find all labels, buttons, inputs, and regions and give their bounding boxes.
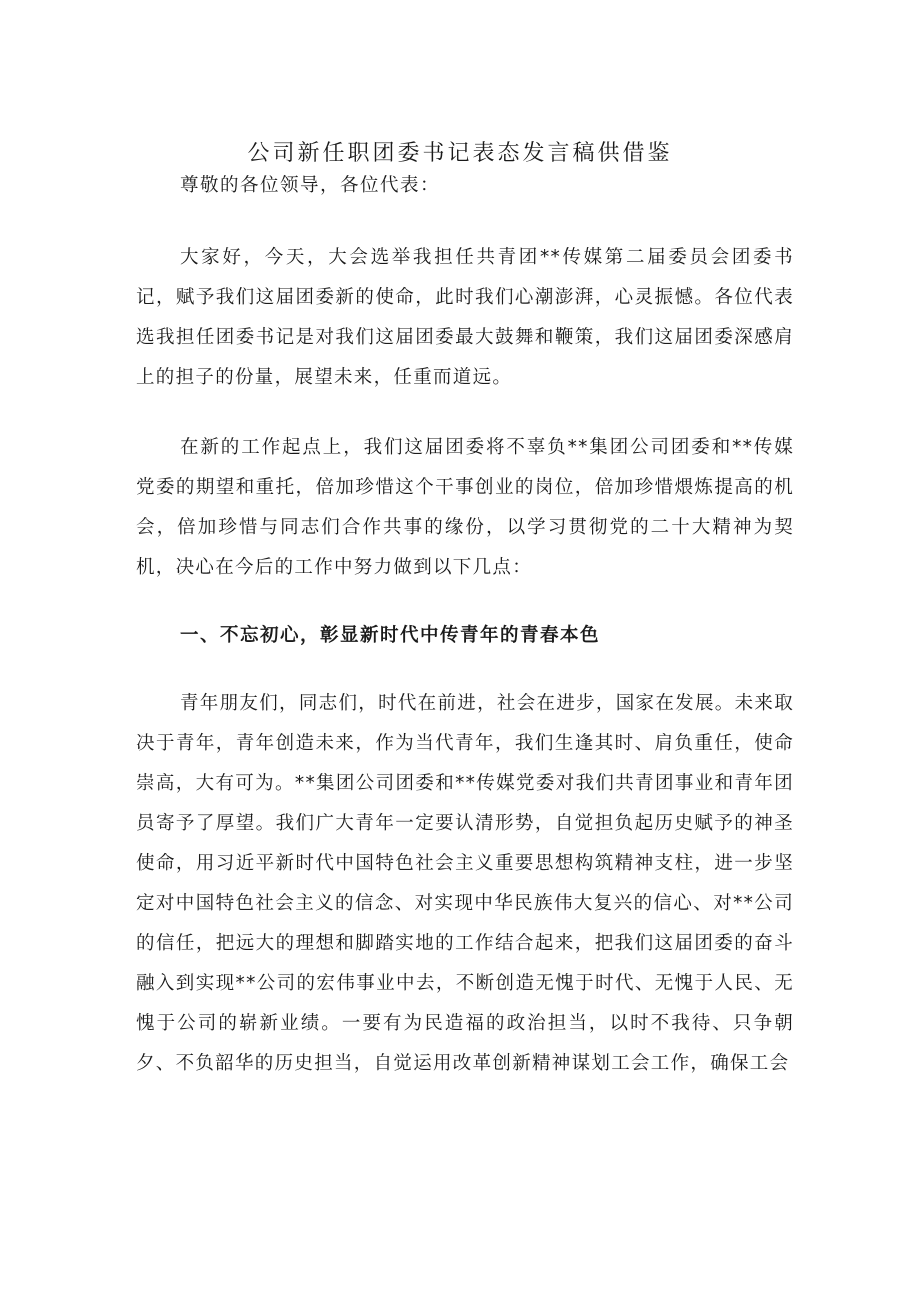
salutation: 尊敬的各位领导，各位代表： [180, 175, 441, 196]
document-title: 公司新任职团委书记表态发言稿供借鉴 [247, 141, 673, 166]
paragraph-commitment: 在新的工作起点上，我们这届团委将不辜负**集团公司团委和**传媒党委的期望和重托，倍加珍惜这个干事创业的岗位，倍加珍惜煨炼提高的机会，倍加珍惜与同志们合作共事的缘份，以学习贯彻党的二十大精神为契机，决心在今后的工作中努力做到以下几点： [136, 437, 794, 578]
paragraph-opening: 大家好，今天，大会选举我担任共青团**传媒第二届委员会团委书记，赋予我们这届团委新的使命，此时我们心潮澎湃，心灵振憾。各位代表选我担任团委书记是对我们这届团委最大鼓舞和鞭策，我们这届团委深感肩上的担子的份量，展望未来，任重而道远。 [136, 247, 794, 388]
section-heading: 一、不忘初心，彰显新时代中传青年的青春本色 [180, 625, 601, 646]
section-paragraph: 青年朋友们，同志们，时代在前进，社会在进步，国家在发展。未来取决于青年，青年创造未来，作为当代青年，我们生逢其时、肩负重任，使命崇高，大有可为。**集团公司团委和**传媒党委对我们共青团事业和青年团员寄予了厚望。我们广大青年一定要认清形势，自觉担负起历史赋予的神圣使命，用习近平新时代中国特色社会主义重要思想构筑精神支柱，进一步坚定对中国特色社会主义的信念、对实现中华民族伟大复兴的信心、对**公司的信任，把远大的理想和脚踏实地的工作结合起来，把我们这届团委的奋斗融入到实现**公司的宏伟事业中去，不断创造无愧于时代、无愧于人民、无愧于公司的崭新业绩。一要有为民造福的政治担当，以时不我待、只争朝夕、不负韶华的历史担当，自觉运用改革创新精神谋划工会工作，确保工会 [136, 693, 794, 1074]
document-body [136, 166, 794, 1084]
